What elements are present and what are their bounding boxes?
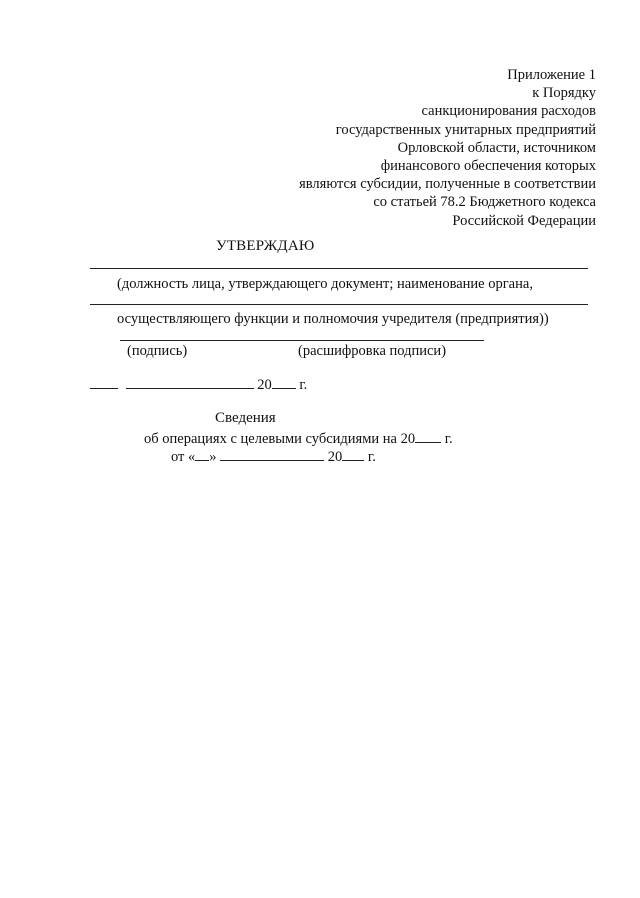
year-blank (272, 376, 296, 389)
year-prefix: 20 (257, 377, 272, 393)
appendix-line: со статьей 78.2 Бюджетного кодекса (373, 194, 596, 211)
position-blank-line (90, 268, 588, 269)
day-blank (90, 376, 118, 389)
appendix-line: финансового обеспечения которых (380, 158, 596, 175)
svedeniya-title: Сведения (215, 410, 276, 426)
month-blank (126, 376, 254, 389)
month-blank (220, 448, 324, 461)
appendix-line: к Порядку (532, 85, 596, 102)
appendix-header (299, 66, 596, 230)
svedeniya-subtitle-suffix: г. (444, 431, 453, 447)
signature-decoding-caption: (расшифровка подписи) (298, 343, 447, 359)
approval-date-line (90, 376, 307, 394)
svedeniya-subtitle: об операциях с целевыми субсидиями на 20 (144, 431, 416, 447)
appendix-line: Российской Федерации (452, 212, 596, 229)
appendix-line: Орловской области, источником (397, 139, 596, 156)
date-year-prefix: 20 (327, 449, 343, 465)
svedeniya-subtitle-line (144, 430, 453, 448)
year-blank (415, 430, 441, 443)
authority-caption: осуществляющего функции и полномочия учредителя (предприятия)) (117, 311, 549, 327)
position-caption: (должность лица, утверждающего документ; наименование органа, (117, 276, 533, 292)
signature-blank-line (120, 340, 484, 341)
authority-blank-line (90, 304, 588, 305)
date-prefix: от « (171, 449, 196, 465)
approve-title: УТВЕРЖДАЮ (216, 238, 315, 254)
signature-caption: (подпись) (127, 343, 188, 359)
appendix-line: государственных унитарных предприятий (335, 121, 596, 138)
appendix-line: санкционирования расходов (421, 103, 596, 120)
date-suffix: г. (367, 449, 376, 465)
year-blank (342, 448, 364, 461)
appendix-line: Приложение 1 (507, 67, 596, 83)
svedeniya-date-line (171, 448, 376, 466)
date-suffix: г. (299, 377, 308, 393)
day-blank (195, 448, 209, 461)
appendix-line: являются субсидии, полученные в соответствии (299, 176, 596, 193)
date-quote-close: » (209, 449, 217, 465)
